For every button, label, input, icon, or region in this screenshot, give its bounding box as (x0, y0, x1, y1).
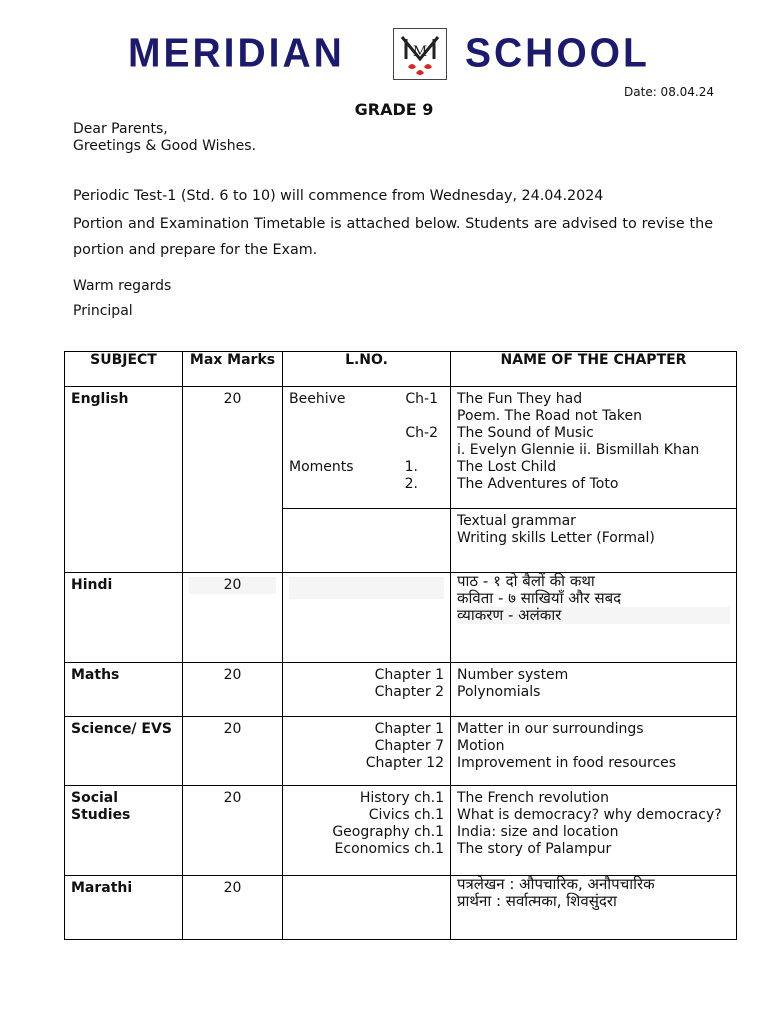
marks-science: 20 (183, 717, 283, 786)
exam-instructions: Portion and Examination Timetable is attached below. Students are advised to revise the portion and prepare for the Exam. (73, 216, 713, 258)
chapter-item: Number system (457, 667, 569, 683)
header-max-marks: Max Marks (183, 352, 283, 387)
marks-english: 20 (183, 387, 283, 573)
chapters-maths (451, 663, 737, 717)
signature: Principal (73, 303, 133, 319)
lno-1: 1. (404, 459, 418, 475)
school-logo (393, 28, 447, 80)
subject-science: Science/ EVS (65, 717, 183, 786)
header-subject: SUBJECT (65, 352, 183, 387)
chapter-item: Matter in our surroundings (457, 721, 644, 737)
chapters-marathi (451, 876, 737, 940)
lno-ch1: Ch-1 (405, 391, 438, 407)
chapters-english (451, 387, 737, 509)
chapter-item: What is democracy? why democracy? (457, 807, 722, 823)
chapter-item: कविता - ७ साखियाँ और सबद (457, 589, 622, 607)
table-header-row (65, 352, 737, 387)
salutation: Dear Parents, (73, 121, 168, 137)
chapter-item: The French revolution (457, 790, 609, 806)
lno-item: Economics ch.1 (334, 841, 444, 857)
subject-hindi: Hindi (65, 573, 183, 663)
chapter-item: India: size and location (457, 824, 619, 840)
lno-moments: Moments (289, 459, 354, 475)
chapter-item: Improvement in food resources (457, 755, 677, 771)
chapter-item: Poem. The Road not Taken (457, 408, 643, 424)
chapter-item: The Sound of Music (457, 425, 594, 441)
lno-item: Chapter 7 (374, 738, 444, 754)
lno-social-studies (283, 786, 451, 876)
chapter-item: The Fun They had (457, 391, 583, 407)
chapter-item: Polynomials (457, 684, 541, 700)
chapter-item: Writing skills Letter (Formal) (457, 530, 655, 546)
chapter-item: i. Evelyn Glennie ii. Bismillah Khan (457, 442, 700, 458)
lno-english-grammar (283, 509, 451, 573)
table-row-marathi (65, 876, 737, 940)
chapter-item: Textual grammar (457, 513, 576, 529)
chapters-social-studies (451, 786, 737, 876)
logo-letter: M (412, 44, 428, 60)
lno-maths (283, 663, 451, 717)
marks-social-studies: 20 (183, 786, 283, 876)
table-row-social-studies (65, 786, 737, 876)
lno-2: 2. (404, 476, 418, 492)
header-lno: L.NO. (283, 352, 451, 387)
marks-hindi (183, 573, 283, 663)
school-name-left: MERIDIAN (128, 30, 345, 77)
lno-english (283, 387, 451, 509)
closing: Warm regards (73, 278, 172, 294)
table-row-english (65, 387, 737, 509)
lno-item: Chapter 1 (374, 721, 444, 737)
lno-item: Chapter 2 (374, 684, 444, 700)
header-chapter-name: NAME OF THE CHAPTER (451, 352, 737, 387)
lno-item: Chapter 1 (374, 667, 444, 683)
marks-value: 20 (189, 577, 276, 594)
exam-announcement: Periodic Test-1 (Std. 6 to 10) will commence from Wednesday, 24.04.2024 (73, 188, 604, 204)
chapter-item: Motion (457, 738, 505, 754)
grade-title: GRADE 9 (354, 100, 434, 119)
subject-marathi: Marathi (65, 876, 183, 940)
chapter-item: प्रार्थना : सर्वात्मका, शिवसुंदरा (457, 892, 617, 910)
table-row-hindi (65, 573, 737, 663)
chapter-item: The story of Palampur (457, 841, 612, 857)
lno-item: Geography ch.1 (332, 824, 444, 840)
letter-date: Date: 08.04.24 (624, 85, 714, 99)
lno-item: Chapter 12 (365, 755, 444, 771)
lno-ch2: Ch-2 (405, 425, 438, 441)
chapter-item: पाठ - १ दो बैलों की कथा (457, 572, 595, 590)
chapters-hindi (451, 573, 737, 663)
lno-marathi (283, 876, 451, 940)
chapter-item: The Adventures of Toto (457, 476, 619, 492)
lno-science (283, 717, 451, 786)
table-row-science (65, 717, 737, 786)
chapters-english-grammar (451, 509, 737, 573)
chapter-item: The Lost Child (457, 459, 557, 475)
chapters-science (451, 717, 737, 786)
subject-english: English (65, 387, 183, 573)
lno-beehive: Beehive (289, 391, 346, 407)
lno-hindi (283, 573, 451, 663)
table-row-maths (65, 663, 737, 717)
subject-maths: Maths (65, 663, 183, 717)
exam-timetable (64, 351, 737, 940)
lno-item: History ch.1 (359, 790, 444, 806)
school-name-right: SCHOOL (465, 30, 650, 77)
chapter-item: व्याकरण - अलंकार (457, 607, 730, 624)
greeting: Greetings & Good Wishes. (73, 138, 257, 154)
subject-social-studies: Social Studies (65, 786, 183, 876)
chapter-item: पत्रलेखन : औपचारिक, अनौपचारिक (457, 875, 655, 893)
marks-maths: 20 (183, 663, 283, 717)
marks-marathi: 20 (183, 876, 283, 940)
lno-item: Civics ch.1 (368, 807, 444, 823)
